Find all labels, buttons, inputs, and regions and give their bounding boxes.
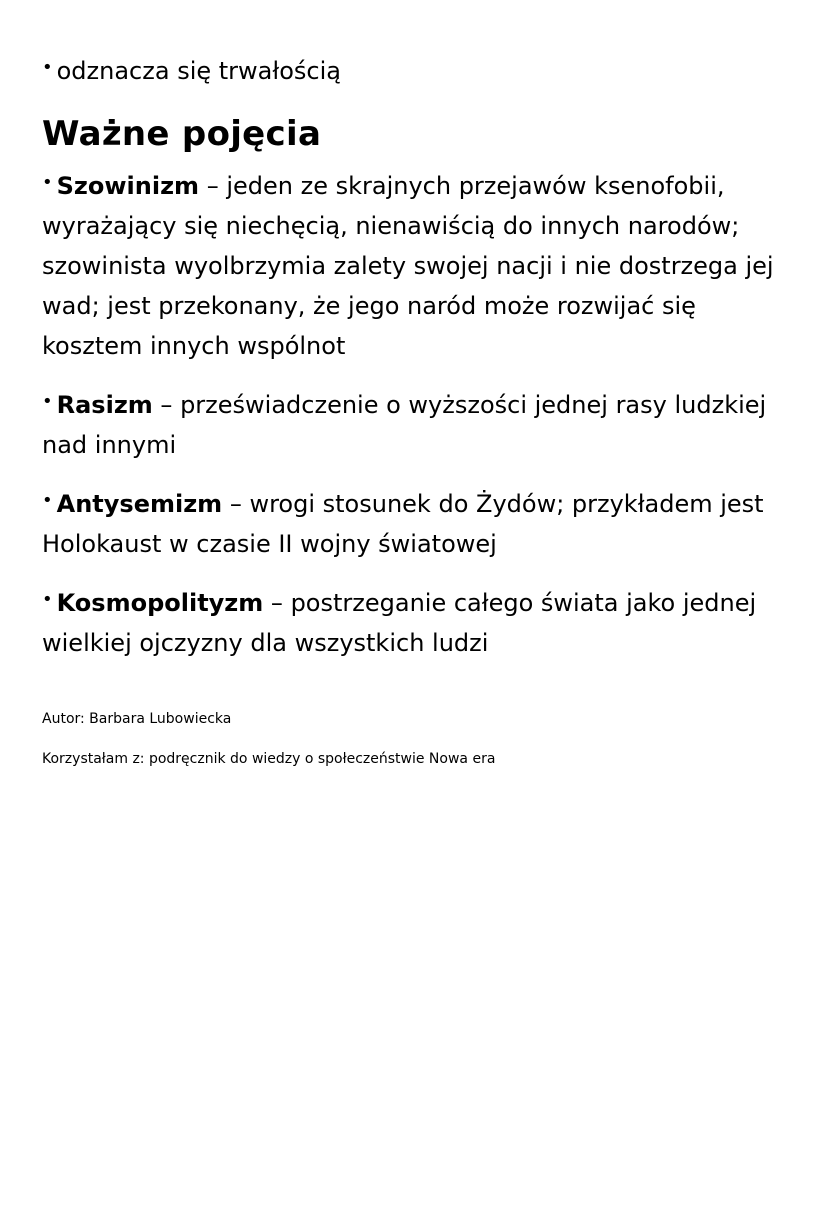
term-definition: jeden ze skrajnych przejawów ksenofobii, wyrażający się niechęcią, nienawiścią do innych narodów; szowinista wyolbrzymia zalety swojej nacji i nie dostrzega jej wad; jest przekonany, że jego naród może rozwijać się kosztem innych wspólnot <box>42 172 774 360</box>
term-name: Rasizm <box>56 391 153 419</box>
bullet-icon: • <box>42 172 53 193</box>
term-item-antysemizm <box>42 481 792 564</box>
source-credit: Korzystałam z: podręcznik do wiedzy o społeczeństwie Nowa era <box>42 751 496 767</box>
section-title: Ważne pojęcia <box>42 114 322 154</box>
bullet-icon: • <box>42 589 53 610</box>
term-item-rasizm <box>42 382 792 465</box>
bullet-icon: • <box>42 490 53 511</box>
term-item-kosmopolityzm <box>42 580 792 663</box>
author-credit: Autor: Barbara Lubowiecka <box>42 711 232 727</box>
footer <box>42 709 792 769</box>
bullet-icon: • <box>42 57 53 78</box>
intro-bullet-item <box>42 48 792 91</box>
term-name: Antysemizm <box>56 490 223 518</box>
terms-list <box>42 163 792 663</box>
term-definition: wrogi stosunek do Żydów; przykładem jest Holokaust w czasie II wojny światowej <box>42 490 764 558</box>
term-separator: – <box>263 589 291 617</box>
term-name: Kosmopolityzm <box>56 589 264 617</box>
term-separator: – <box>152 391 181 419</box>
note-page <box>42 48 792 789</box>
term-separator: – <box>199 172 227 200</box>
term-definition: postrzeganie całego świata jako jednej wielkiej ojczyzny dla wszystkich ludzi <box>42 589 757 657</box>
term-definition: przeświadczenie o wyższości jednej rasy ludzkiej nad innymi <box>42 391 767 459</box>
intro-bullet-text: odznacza się trwałością <box>56 57 341 85</box>
bullet-icon: • <box>42 391 53 412</box>
term-separator: – <box>222 490 250 518</box>
term-name: Szowinizm <box>56 172 200 200</box>
term-item-szowinizm <box>42 163 792 366</box>
